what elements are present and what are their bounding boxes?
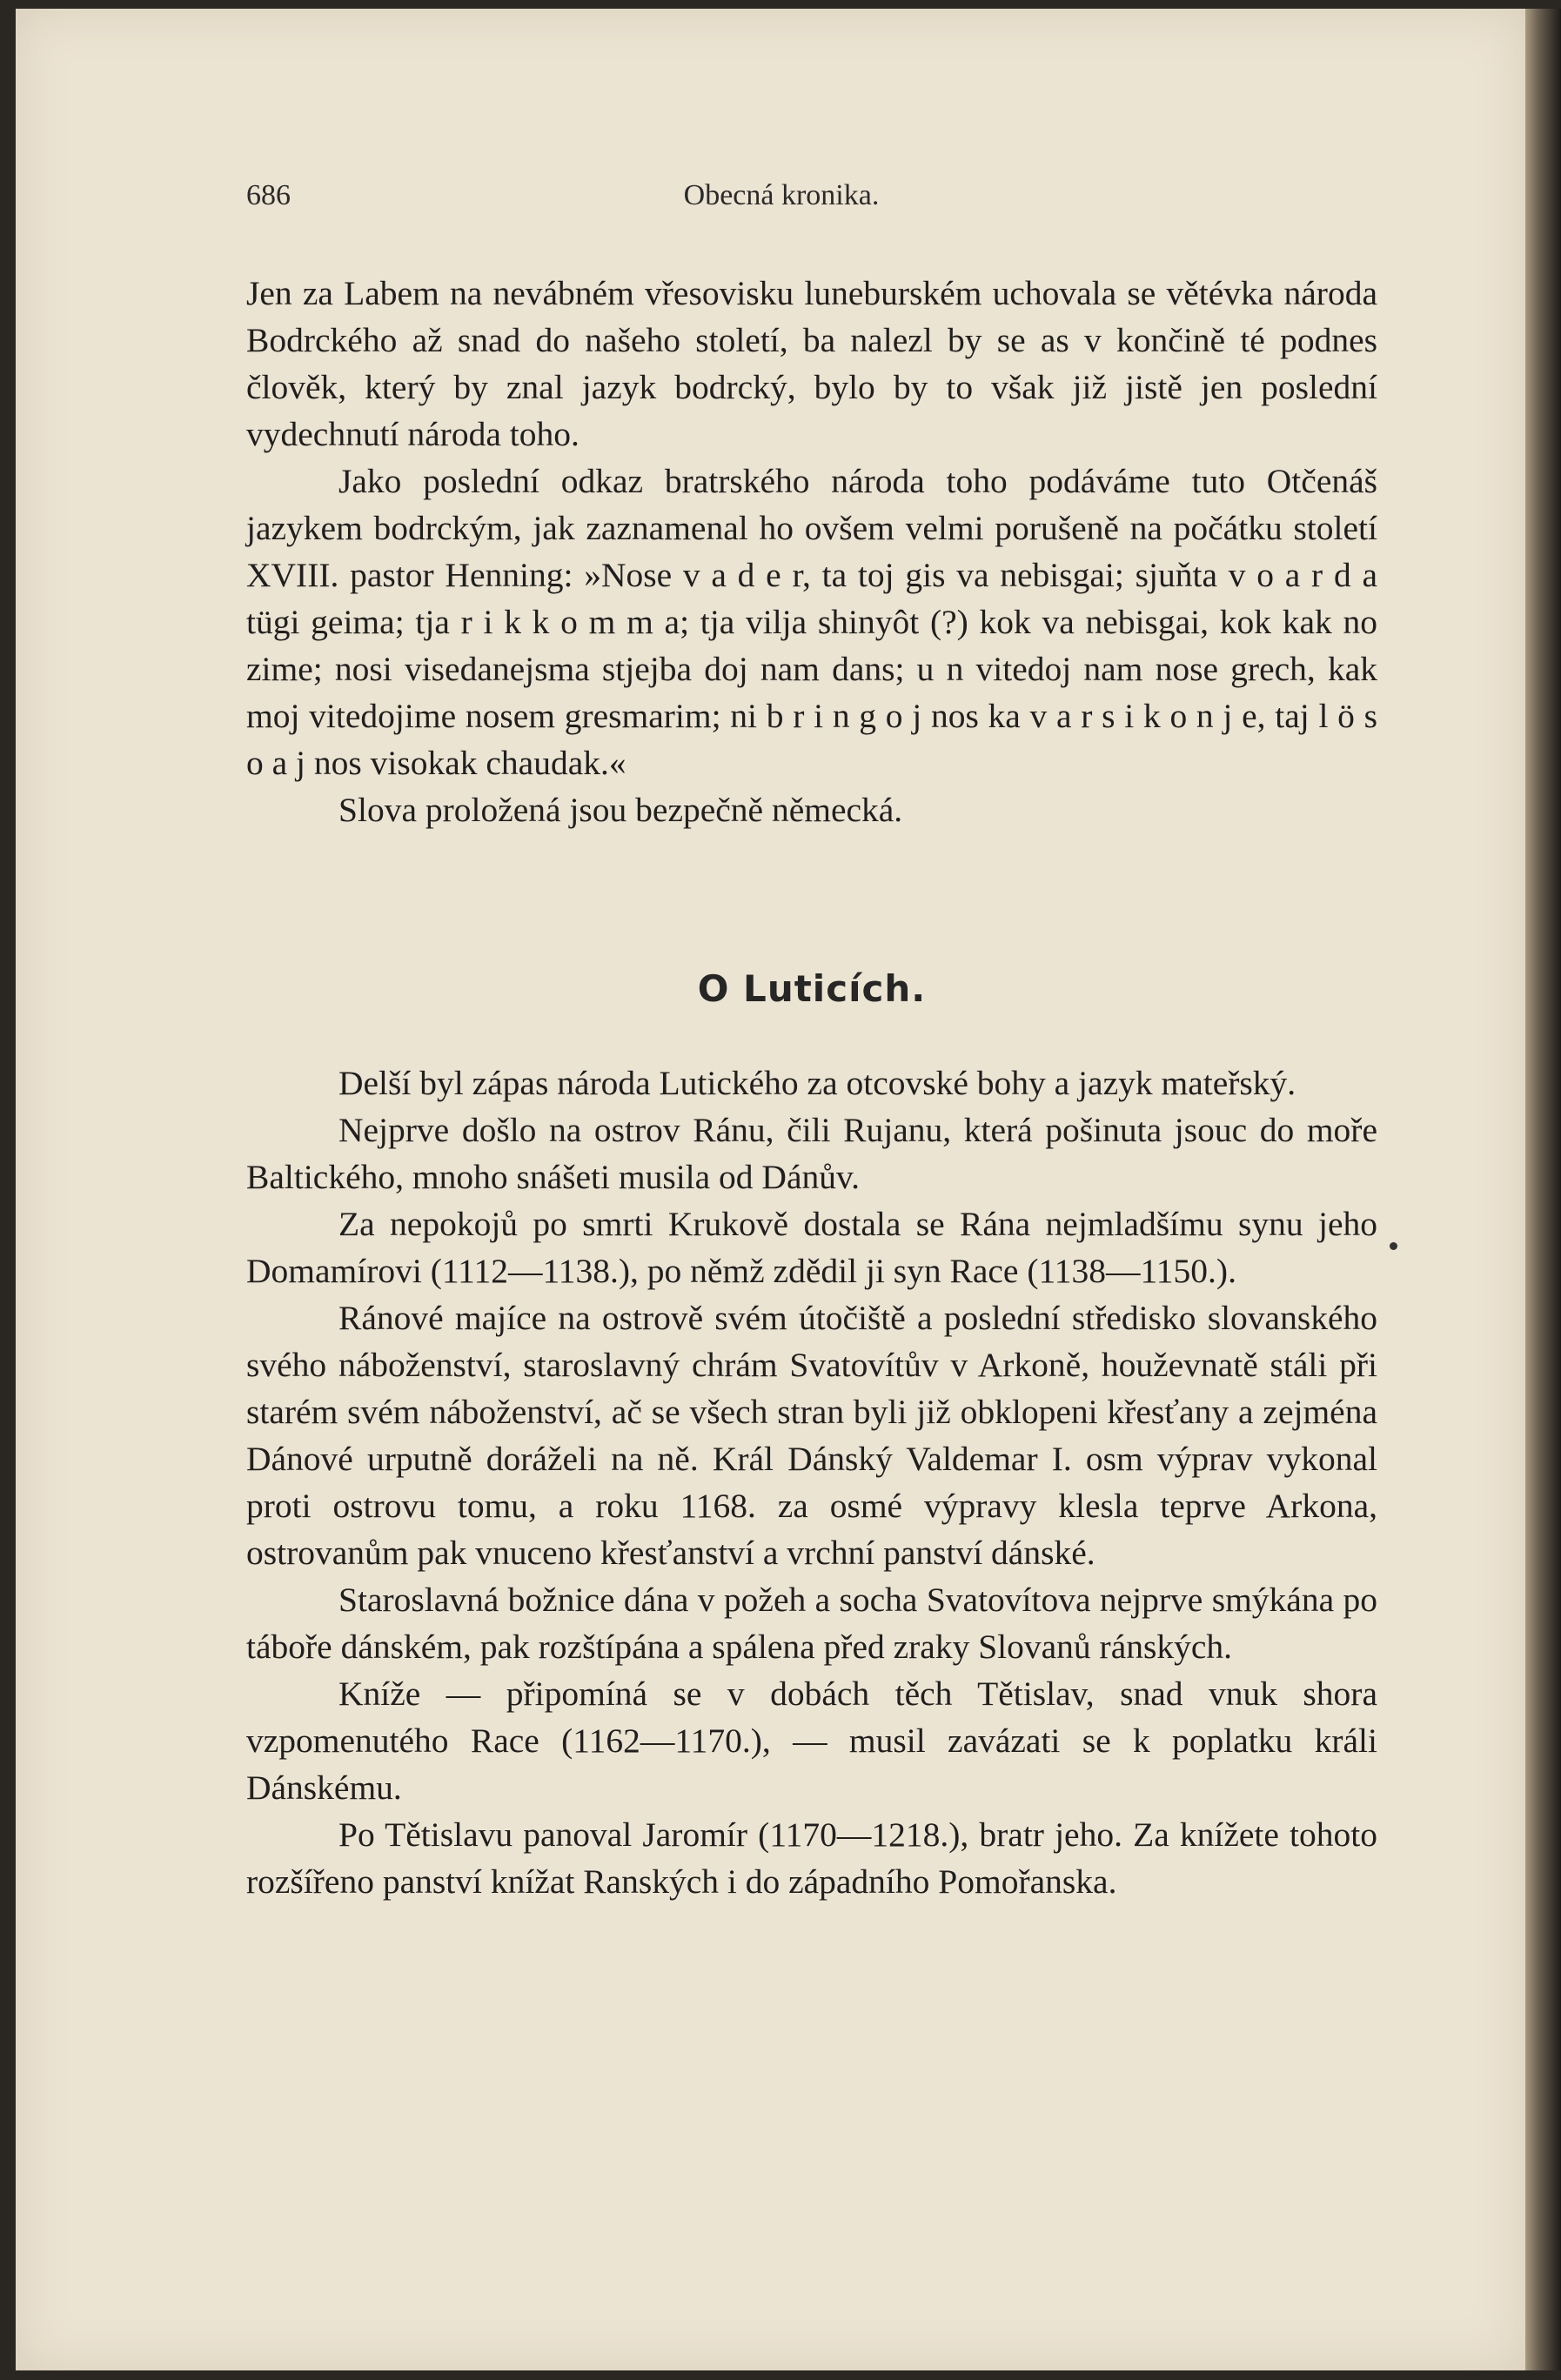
paragraph: Jen za Labem na nevábném vřesovisku luneburském uchovala se větévka národa Bodrckého až snad do našeho století, ba nalezl by se as v končině té podnes člověk, který by znal jazyk bodrcký, bylo by to však již jistě jen poslední vydechnutí národa toho.	[246, 274, 1377, 453]
paragraph: Za nepokojů po smrti Krukově dostala se Rána nejmladšímu synu jeho Domamírovi (1112—1138.), po němž zdědil ji syn Race (1138—1150.).	[246, 1205, 1377, 1290]
paragraph: Po Tětislavu panoval Jaromír (1170—1218.), bratr jeho. Za knížete tohoto rozšířeno panství knížat Ranských i do západního Pomořanska.	[246, 1815, 1377, 1901]
paragraph: Nejprve došlo na ostrov Ránu, čili Rujanu, která pošinuta jsouc do moře Baltického, mnoho snášeti musila od Dánův.	[246, 1111, 1377, 1196]
paragraph: Kníže — připomíná se v dobách těch Tětislav, snad vnuk shora vzpomenutého Race (1162—1170.), — musil zavázati se k poplatku králi Dánskému.	[246, 1675, 1377, 1807]
page-header	[229, 179, 1334, 223]
section-heading: O Luticích.	[697, 967, 927, 1010]
page-number: 686	[246, 179, 291, 211]
paragraph: Delší byl zápas národa Lutického za otcovské bohy a jazyk mateřský.	[338, 1064, 1296, 1102]
paragraph: Ránové majíce na ostrově svém útočiště a poslední středisko slovanského svého náboženství, staroslavný chrám Svatovítův v Arkoně, houževnatě stáli při starém svém náboženství, ač se všech stran byli již obklopeni křesťany a zejména Dánové urputně doráželi na ně. Král Dánský Valdemar I. osm výprav vykonal proti ostrovu tomu, a roku 1168. za osmé výpravy klesla teprve Arkona, ostrovanům pak vnuceno křesťanství a vrchní panství dánské.	[246, 1299, 1377, 1572]
paragraph: Slova proložená jsou bezpečně německá.	[338, 791, 903, 829]
ink-speck	[1390, 1242, 1397, 1250]
section-bodrci-text	[246, 270, 1377, 833]
paragraph: Staroslavná božnice dána v požeh a socha Svatovítova nejprve smýkána po táboře dánském, pak rozštípána a spálena před zraky Slovanů ránských.	[246, 1581, 1377, 1666]
book-spine-shadow	[1525, 9, 1561, 2370]
running-title: Obecná kronika.	[683, 179, 880, 211]
section-lutici-text	[246, 1060, 1377, 1905]
paragraph: Jako poslední odkaz bratrského národa toho podáváme tuto Otčenáš jazykem bodrckým, jak zaznamenal ho ovšem velmi porušeně na počátku století XVIII. pastor Henning: »Nose v a d e r, ta toj gis va nebisgai; sjuňta v o a r d a tügi geima; tja r i k k o m m a; tja vilja shinyôt (?) kok va nebisgai, kok kak no zime; nosi visedanejsma stjejba doj nam dans; u n vitedoj nam nose grech, kak moj vitedojime nosem gresmarim; ni b r i n g o j nos ka v a r s i k o n j e, taj l ö s o a j nos visokak chaudak.«	[246, 462, 1377, 782]
